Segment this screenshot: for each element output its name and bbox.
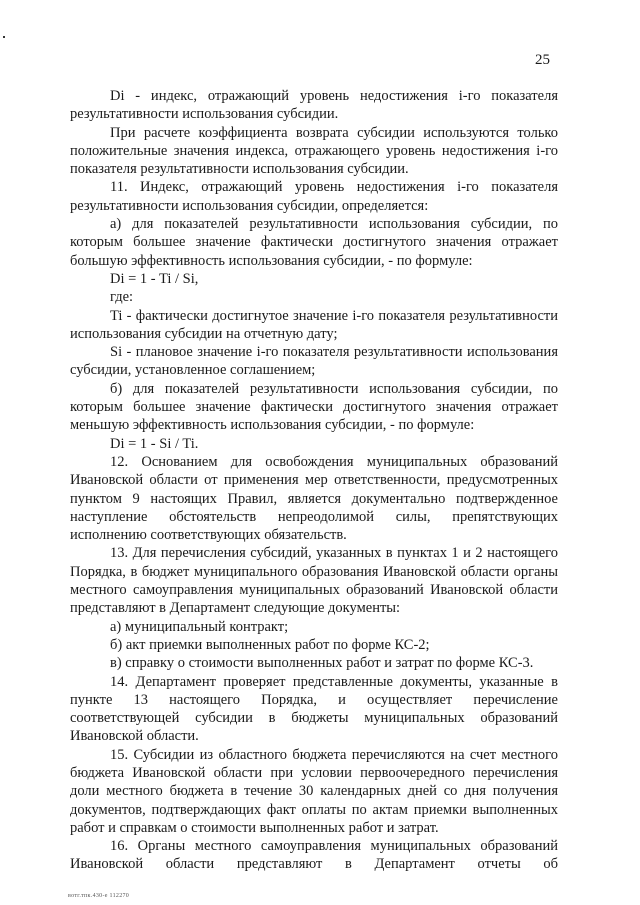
- list-item-ks3: в) справку о стоимости выполненных работ и затрат по форме КС-3.: [110, 655, 534, 672]
- paragraph-clause-16: 16. Органы местного самоуправления муниципальных образований Ивановской области представляют в Департамент отчеты об: [70, 838, 558, 873]
- paragraph-where: где:: [110, 289, 134, 306]
- paragraph-di-definition: Di - индекс, отражающий уровень недостижения i-го показателя результативности использования субсидии.: [70, 88, 558, 123]
- list-item-contract: а) муниципальный контракт;: [110, 618, 289, 635]
- paragraph-refund-coefficient: При расчете коэффициента возврата субсидии используются только положительные значения индекса, отражающего уровень недостижения i-го показателя результативности использования субсидии.: [70, 124, 558, 178]
- paragraph-si-definition: Si - плановое значение i-го показателя результативности использования субсидии, установленное соглашением;: [70, 344, 558, 379]
- paragraph-clause-11b: б) для показателей результативности использования субсидии, по которым большее значение фактически достигнутого значения отражает меньшую эффективность использования субсидии, - по формуле:: [70, 380, 558, 434]
- scan-artifact-dot: [3, 36, 5, 38]
- page-number: 25: [535, 52, 550, 68]
- paragraph-clause-11a: а) для показателей результативности использования субсидии, по которым большее значение фактически достигнутого значения отражает большую эффективность использования субсидии, - по формуле:: [70, 216, 558, 269]
- paragraph-clause-12: 12. Основанием для освобождения муниципальных образований Ивановской области от применения мер ответственности, предусмотренных пунктом 9 настоящих Правил, является документально подтвержденное наступление обстоятельств непреодолимой силы, препятствующих исполнению соответствующих обязательств.: [70, 453, 558, 544]
- footer-code: вотг.тпк.430-е 112270: [68, 893, 130, 899]
- list-item-ks2: б) акт приемки выполненных работ по форме КС-2;: [110, 636, 430, 653]
- paragraph-clause-14: 14. Департамент проверяет представленные документы, указанные в пункте 13 настоящего Порядка, и осуществляет перечисление соответствующей субсидии в бюджеты муниципальных образований Ивановской области.: [70, 673, 558, 745]
- paragraph-clause-11: 11. Индекс, отражающий уровень недостижения i-го показателя результативности использования субсидии, определяется:: [70, 179, 558, 214]
- formula-di-2: Di = 1 - Si / Ti.: [110, 435, 199, 452]
- formula-di-1: Di = 1 - Ti / Si,: [110, 270, 199, 287]
- document-body: [70, 87, 558, 874]
- paragraph-clause-15: 15. Субсидии из областного бюджета перечисляются на счет местного бюджета Ивановской области при условии первоочередного перечисления доли местного бюджета в течение 30 календарных дней со дня получения документов, подтверждающих факт оплаты по актам приемки выполненных работ и справкам о стоимости выполненных работ и затрат.: [70, 746, 558, 836]
- paragraph-clause-13: 13. Для перечисления субсидий, указанных в пунктах 1 и 2 настоящего Порядка, в бюджет муниципального образования Ивановской области органы местного самоуправления муниципальных образований Ивановской области представляют в Департамент следующие документы:: [70, 545, 558, 617]
- paragraph-ti-definition: Ti - фактически достигнутое значение i-го показателя результативности использования субсидии на отчетную дату;: [70, 307, 558, 342]
